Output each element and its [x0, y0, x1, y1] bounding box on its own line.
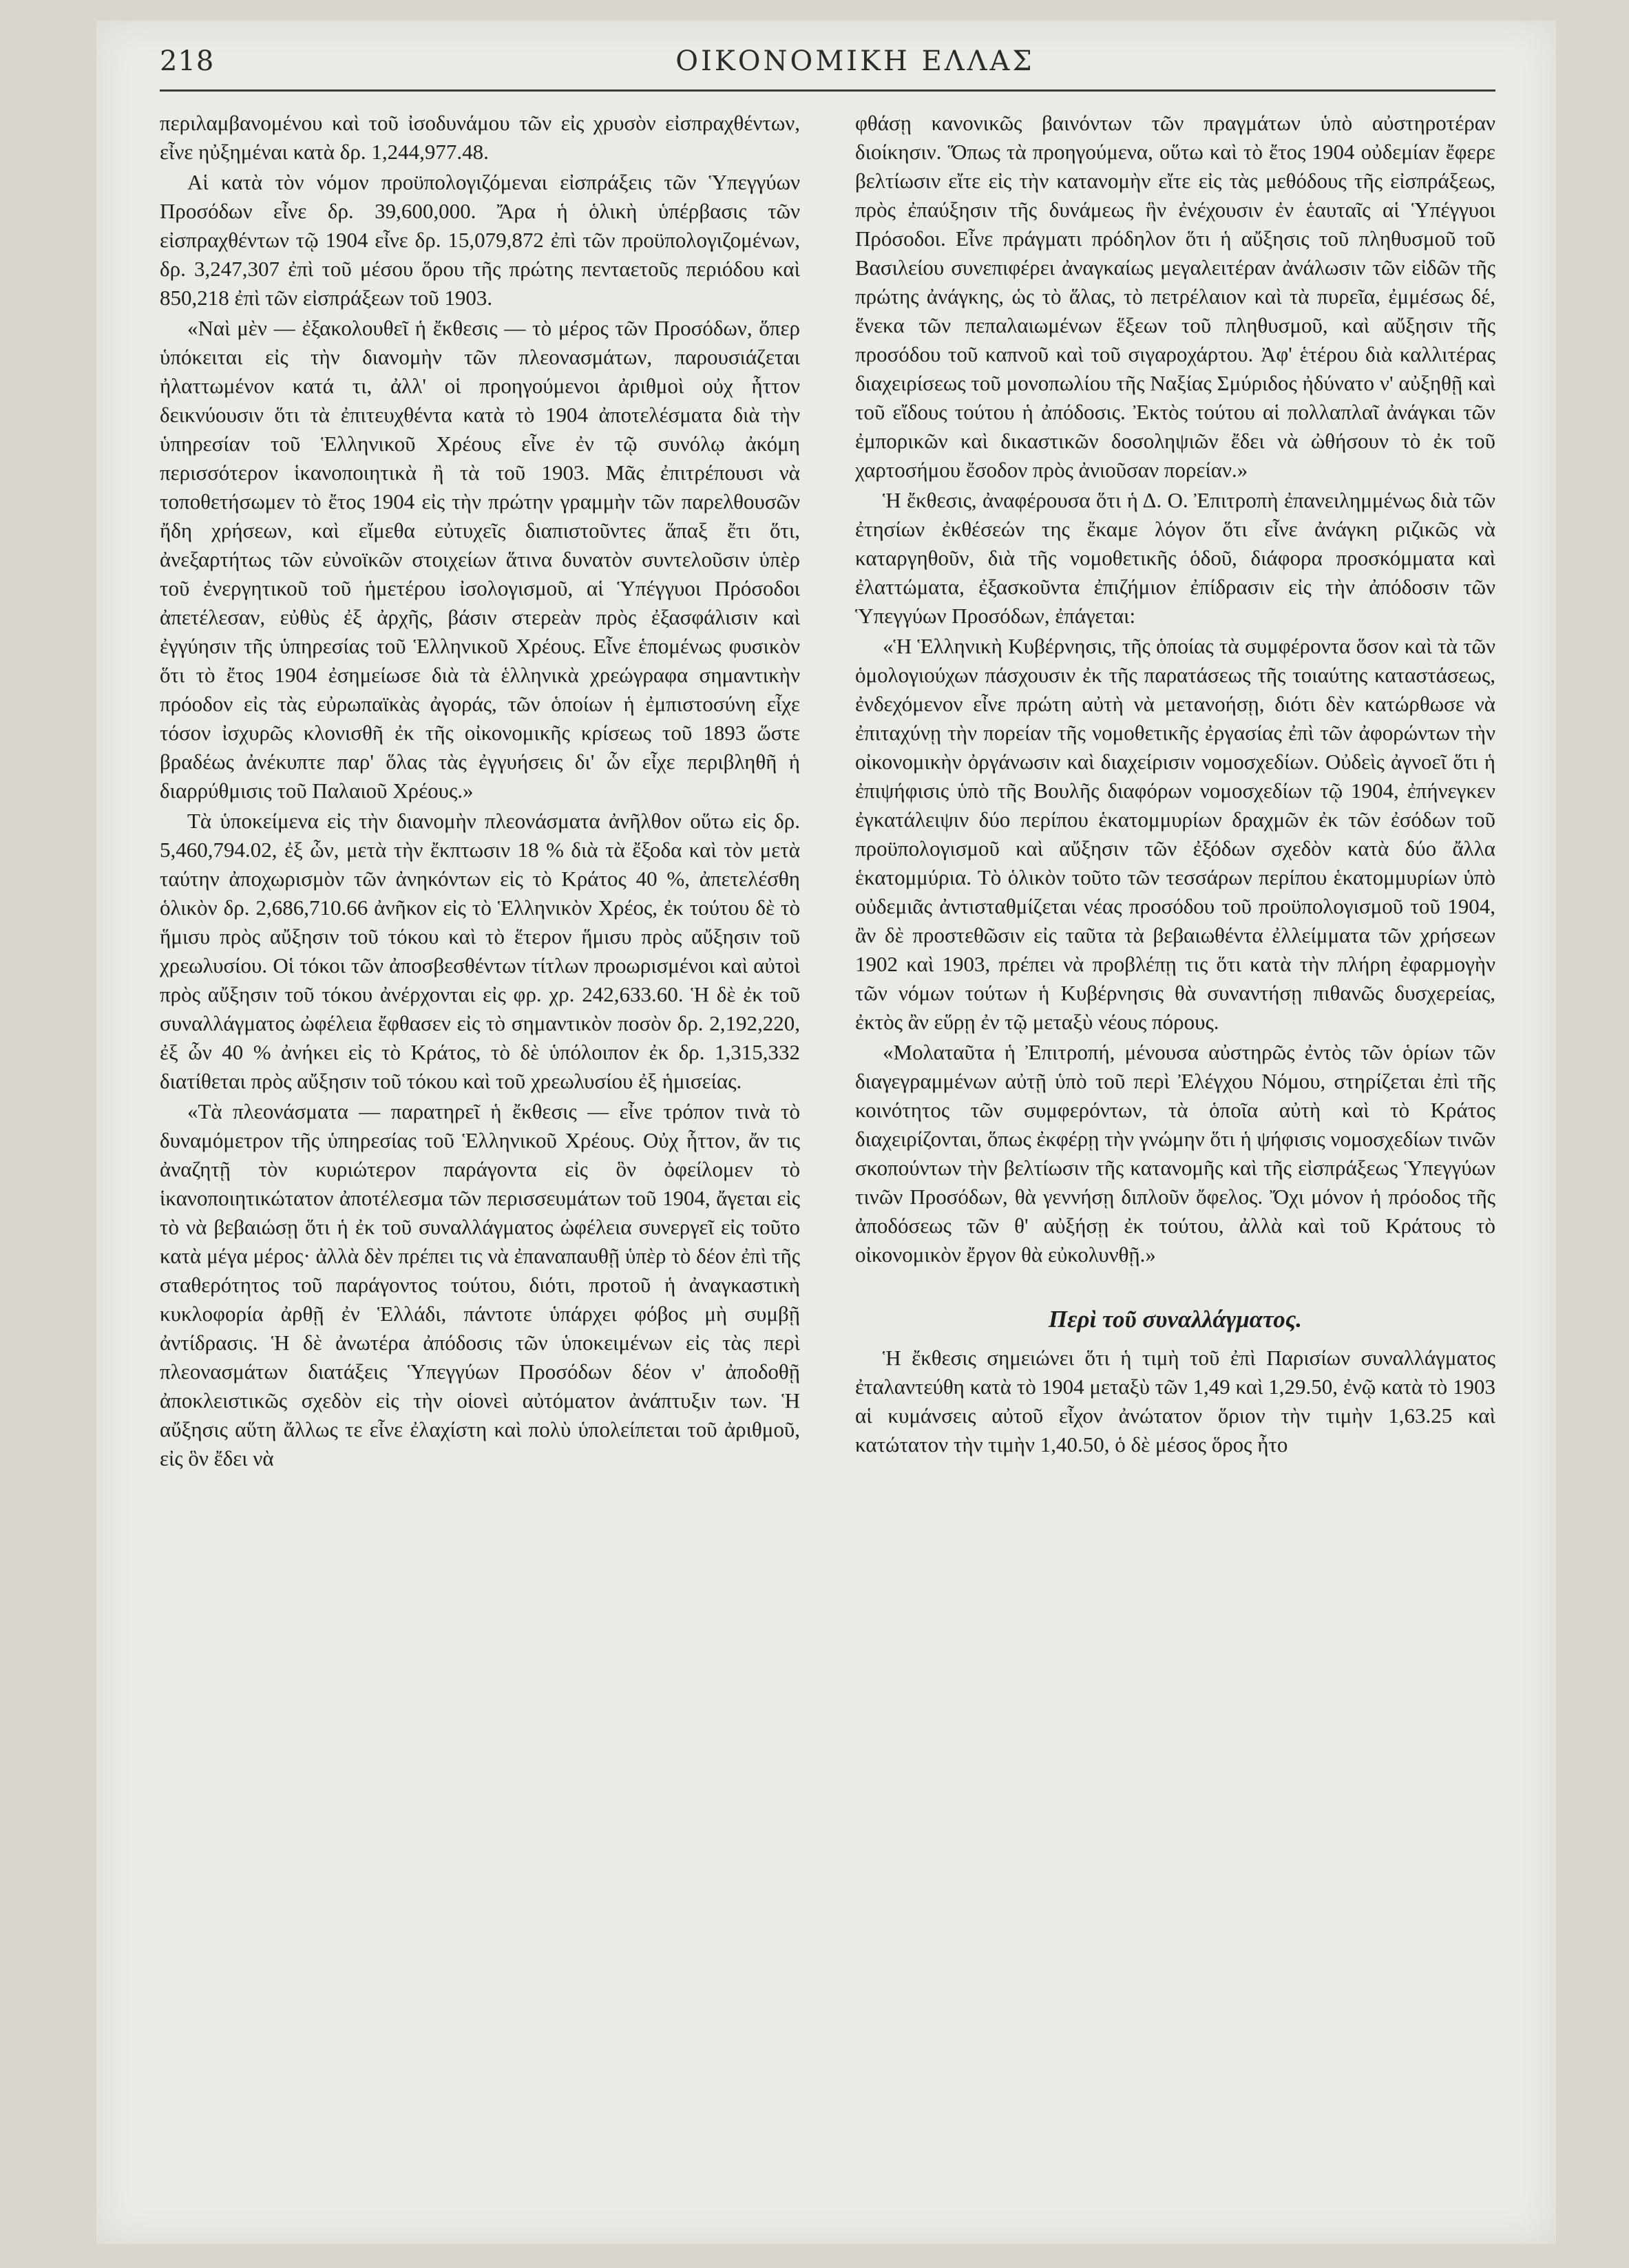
paragraph: Τὰ ὑποκείμενα εἰς τὴν διανομὴν πλεονάσματα ἀνῆλθον οὕτω εἰς δρ. 5,460,794.02, ἐξ ὧν, μετὰ τὴν ἔκπτωσιν 18 % διὰ τὰ ἔξοδα καὶ τὸν μετὰ ταύτην ἀποχωρισμὸν τῶν ἀνηκόντων εἰς τὸ Κράτος 40 %, ἀπετελέσθη ὁλικὸν δρ. 2,686,710.66 ἀνῆκον εἰς τὸ Ἑλληνικὸν Χρέος, ἐκ τούτου δὲ τὸ ἥμισυ πρὸς αὔξησιν τοῦ τόκου καὶ τὸ ἕτερον ἥμισυ πρὸς αὔξησιν τοῦ χρεωλυσίου. Οἱ τόκοι τῶν ἀποσβεσθέντων τίτλων προωρισμένοι καὶ αὐτοὶ πρὸς αὔξησιν τοῦ τόκου ἀνέρχονται εἰς φρ. χρ. 242,633.60. Ἡ δὲ ἐκ τοῦ συναλλάγματος ὠφέλεια ἔφθασεν εἰς τὸ σημαντικὸν ποσὸν δρ. 2,192,220, ἐξ ὧν 40 % ἀνήκει εἰς τὸ Κράτος, τὸ δὲ ὑπόλοιπον ἐκ δρ. 1,315,332 διατίθεται πρὸς αὔξησιν τοῦ τόκου καὶ τοῦ χρεωλυσίου ἐξ ἡμισείας. [160, 809, 800, 1093]
paragraph: Ἡ ἔκθεσις, ἀναφέρουσα ὅτι ἡ Δ. Ο. Ἐπιτροπὴ ἐπανειλημμένως διὰ τῶν ἐτησίων ἐκθέσεών της ἔκαμε λόγον ὅτι εἶνε ἀνάγκη ριζικῶς νὰ καταργηθοῦν, διὰ τῆς νομοθετικῆς ὁδοῦ, διάφορα προσκόμματα καὶ ἐλαττώματα, ἐξασκοῦντα ἐπιζήμιον ἐπίδρασιν εἰς τὴν ἀπόδοσιν τῶν Ὑπεγγύων Προσόδων, ἐπάγεται: [855, 488, 1495, 628]
paragraph: φθάσῃ κανονικῶς βαινόντων τῶν πραγμάτων ὑπὸ αὐστηροτέραν διοίκησιν. Ὅπως τὰ προηγούμενα, οὕτω καὶ τὸ ἔτος 1904 οὐδεμίαν ἔφερε βελτίωσιν εἴτε εἰς τὴν κατανομὴν εἴτε εἰς τὰς μεθόδους τῆς εἰσπράξεως, πρὸς ἐπαύξησιν τῆς δυνάμεως ἣν ἐνέχουσιν ἐν ἑαυταῖς αἱ Ὑπέγγυοι Πρόσοδοι. Εἶνε πράγματι πρόδηλον ὅτι ἡ αὔξησις τοῦ πληθυσμοῦ τοῦ Βασιλείου συνεπιφέρει ἀναγκαίως μεγαλειτέραν ἀνάλωσιν τῶν εἰδῶν τῆς πρώτης ἀνάγκης, ὡς τὸ ἅλας, τὸ πετρέλαιον καὶ τὰ πυρεῖα, ἐμμέσως δέ, ἕνεκα τῶν πεπαλαιωμένων ἕξεων τοῦ πληθυσμοῦ, καὶ αὔξησιν τῆς προσόδου τοῦ καπνοῦ καὶ τοῦ σιγαροχάρτου. Ἀφ' ἑτέρου διὰ καλλιτέρας διαχειρίσεως τοῦ μονοπωλίου τῆς Ναξίας Σμύριδος ἠδύνατο ν' αὐξηθῇ καὶ τοῦ εἴδους τούτου ἡ ἀπόδοσις. Ἐκτὸς τούτου αἱ πολλαπλαῖ ἀνάγκαι τῶν ἐμπορικῶν καὶ δικαστικῶν δοσοληψιῶν ἔδει νὰ ὠθήσουν τὸ ἐκ τοῦ χαρτοσήμου ἔσοδον πρὸς ἀνιοῦσαν πορείαν.» [855, 111, 1495, 482]
paragraph: Αἱ κατὰ τὸν νόμον προϋπολογιζόμεναι εἰσπράξεις τῶν Ὑπεγγύων Προσόδων εἶνε δρ. 39,600,000. Ἄρα ἡ ὁλικὴ ὑπέρβασις τῶν εἰσπραχθέντων τῷ 1904 εἶνε δρ. 15,079,872 ἐπὶ τῶν προϋπολογιζομένων, δρ. 3,247,307 ἐπὶ τοῦ μέσου ὅρου τῆς πρώτης πενταετοῦς περιόδου καὶ 850,218 ἐπὶ τῶν εἰσπράξεων τοῦ 1903. [160, 170, 800, 310]
right-column [855, 109, 1495, 1459]
header-rule [160, 89, 1495, 92]
section-heading: Περὶ τοῦ συναλλάγματος. [1048, 1306, 1303, 1333]
running-title: ΟΙΚΟΝΟΜΙΚΗ ΕΛΛΑΣ [675, 45, 1035, 77]
paragraph: «Τὰ πλεονάσματα — παρατηρεῖ ἡ ἔκθεσις — εἶνε τρόπον τινὰ τὸ δυναμόμετρον τῆς ὑπηρεσίας τοῦ Ἑλληνικοῦ Χρέους. Οὐχ ἧττον, ἄν τις ἀναζητῇ τὸν κυριώτερον παράγοντα εἰς ὃν ὀφείλομεν τὸ ἱκανοποιητικώτατον ἀποτέλεσμα τῶν περισσευμάτων τοῦ 1904, ἄγεται εἰς τὸ νὰ βεβαιώσῃ ὅτι ἡ ἐκ τοῦ συναλλάγματος ὠφέλεια συνεργεῖ εἰς τοῦτο κατὰ μέγα μέρος· ἀλλὰ δὲν πρέπει τις νὰ ἐπαναπαυθῇ ὑπὲρ τὸ δέον ἐπὶ τῆς σταθερότητος τοῦ παράγοντος τούτου, διότι, προτοῦ ἡ ἀναγκαστικὴ κυκλοφορία ἀρθῇ ἐν Ἑλλάδι, πάντοτε ὑπάρχει φόβος μὴ συμβῇ ἀντίδρασις. Ἡ δὲ ἀνωτέρα ἀπόδοσις τῶν ὑποκειμένων εἰς τὰς περὶ πλεονασμάτων διατάξεις Ὑπεγγύων Προσόδων δέον ν' ἀποδοθῇ ἀποκλειστικῶς σχεδὸν εἰς τὴν οἱονεὶ αὐτόματον ἀνάπτυξιν των. Ἡ αὔξησις αὕτη ἄλλως τε εἶνε ἐλαχίστη καὶ πολὺ ὑπολείπεται τοῦ ἀριθμοῦ, εἰς ὃν ἔδει νὰ [160, 1099, 800, 1470]
paragraph: «Ναὶ μὲν — ἐξακολουθεῖ ἡ ἔκθεσις — τὸ μέρος τῶν Προσόδων, ὅπερ ὑπόκειται εἰς τὴν διανομὴν τῶν πλεονασμάτων, παρουσιάζεται ἠλαττωμένον κατά τι, ἀλλ' οἱ προηγούμενοι ἀριθμοὶ οὐχ ἧττον δεικνύουσιν ὅτι τὰ ἐπιτευχθέντα κατὰ τὸ 1904 ἀποτελέσματα διὰ τὴν ὑπηρεσίαν τοῦ Ἑλληνικοῦ Χρέους εἶνε ἐν τῷ συνόλῳ ἀκόμη περισσότερον ἱκανοποιητικὰ ἢ τὰ τοῦ 1903. Μᾶς ἐπιτρέπουσι νὰ τοποθετήσωμεν τὸ ἔτος 1904 εἰς τὴν πρώτην γραμμὴν τῶν παρελθουσῶν ἤδη χρήσεων, καὶ εἴμεθα εὐτυχεῖς διαπιστοῦντες ἅπαξ ἔτι ὅτι, ἀνεξαρτήτως τῶν εὐνοϊκῶν στοιχείων ἅτινα δυνατὸν συντελοῦσιν ὑπὲρ τοῦ ἐνεργητικοῦ τοῦ ἡμετέρου ἰσολογισμοῦ, αἱ Ὑπέγγυοι Πρόσοδοι ἀπετέλεσαν, εὐθὺς ἐξ ἀρχῆς, βάσιν στερεὰν πρὸς ἐξασφάλισιν καὶ ἐγγύησιν τῆς ὑπηρεσίας τοῦ Ἑλληνικοῦ Χρέους. Εἶνε ἑπομένως φυσικὸν ὅτι τὸ ἔτος 1904 ἐσημείωσε διὰ τὰ ἑλληνικὰ χρεώγραφα σημαντικὴν πρόοδον εἰς τὰς εὐρωπαϊκὰς ἀγοράς, τῶν ὁποίων ἡ ἐμπιστοσύνη εἶχε τόσον ἰσχυρῶς κλονισθῆ ἐκ τῆς οἰκονομικῆς κρίσεως τοῦ 1893 ὥστε βραδέως ἀνέκυπτε παρ' ὅλας τὰς ἐγγυήσεις δι' ὧν εἶχε περιβληθῆ ἡ διαρρύθμισις τοῦ Παλαιοῦ Χρέους.» [160, 316, 800, 803]
page-header [160, 45, 1495, 94]
paragraph: περιλαμβανομένου καὶ τοῦ ἰσοδυνάμου τῶν εἰς χρυσὸν εἰσπραχθέντων, εἶνε ηὐξημέναι κατὰ δρ. 1,244,977.48. [160, 111, 800, 164]
journal-page [96, 21, 1556, 2244]
page-number: 218 [160, 45, 215, 77]
paragraph: Ἡ ἔκθεσις σημειώνει ὅτι ἡ τιμὴ τοῦ ἐπὶ Παρισίων συναλλάγματος ἐταλαντεύθη κατὰ τὸ 1904 μεταξὺ τῶν 1,49 καὶ 1,29.50, ἐνῷ κατὰ τὸ 1903 αἱ κυμάνσεις αὐτοῦ εἶχον ἀνώτατον ὅριον τὴν τιμὴν 1,63.25 καὶ κατώτατον τὴν τιμὴν 1,40.50, ὁ δὲ μέσος ὅρος ἦτο [855, 1346, 1495, 1456]
paragraph: «Ἡ Ἑλληνικὴ Κυβέρνησις, τῆς ὁποίας τὰ συμφέροντα ὅσον καὶ τὰ τῶν ὁμολογιούχων πάσχουσιν ἐκ τῆς παρατάσεως τῆς τοιαύτης καταστάσεως, ἐνδεχόμενον εἶνε πρώτη αὐτὴ νὰ μετανοήσῃ, διότι δὲν κατώρθωσε νὰ ἐπιταχύνῃ τὴν πορείαν τῆς νομοθετικῆς ἐργασίας ἐπὶ τῶν ἀφορώντων τὴν οἰκονομικὴν ὀργάνωσιν καὶ διαχείρισιν νομοσχεδίων. Οὐδεὶς ἀγνοεῖ ὅτι ἡ ἐπιψήφισις ὑπὸ τῆς Βουλῆς διαφόρων νομοσχεδίων τῷ 1904, ἐπήνεγκεν ἐγκατάλειψιν δύο περίπου ἑκατομμυρίων δραχμῶν ἐκ τῶν ἐσόδων τοῦ προϋπολογισμοῦ καὶ αὔξησιν τῶν ἐξόδων σχεδὸν κατὰ δύο ἄλλα ἑκατομμύρια. Τὸ ὁλικὸν τοῦτο τῶν τεσσάρων περίπου ἑκατομμυρίων ὑπὸ οὐδεμιᾶς ἀντισταθμίζεται νέας προσόδου τοῦ προϋπολογισμοῦ τοῦ 1904, ἂν δὲ προστεθῶσιν εἰς ταῦτα τὰ βεβαιωθέντα ἐλλείμματα τῶν χρήσεων 1902 καὶ 1903, πρέπει νὰ προβλέπῃ τις ὅτι κατὰ τὴν πλήρη ἐφαρμογὴν τῶν νόμων τούτων ἡ Κυβέρνησις θὰ συναντήσῃ πιθανῶς δυσχερείας, ἐκτὸς ἂν εὕρῃ ἐν τῷ μεταξὺ νέους πόρους. [855, 634, 1495, 1034]
paragraph: «Μολαταῦτα ἡ Ἐπιτροπή, μένουσα αὐστηρῶς ἐντὸς τῶν ὁρίων τῶν διαγεγραμμένων αὐτῇ ὑπὸ τοῦ περὶ Ἐλέγχου Νόμου, στηρίζεται ἐπὶ τῆς κοινότητος τῶν συμφερόντων, τὰ ὁποῖα αὐτὴ καὶ τὸ Κράτος διαχειρίζονται, ὅπως ἐκφέρῃ τὴν γνώμην ὅτι ἡ ψήφισις νομοσχεδίων τινῶν σκοπούντων τὴν βελτίωσιν τῆς κατανομῆς καὶ τῆς εἰσπράξεως Ὑπεγγύων τινῶν Προσόδων, θὰ γεννήσῃ διπλοῦν ὄφελος. Ὄχι μόνον ἡ πρόοδος τῆς ἀποδόσεως τῶν θ' αὐξήσῃ ἐκ τούτου, ἀλλὰ καὶ τοῦ Κράτους τὸ οἰκονομικὸν ἔργον θὰ εὐκολυνθῇ.» [855, 1040, 1495, 1267]
left-column [160, 109, 800, 1473]
